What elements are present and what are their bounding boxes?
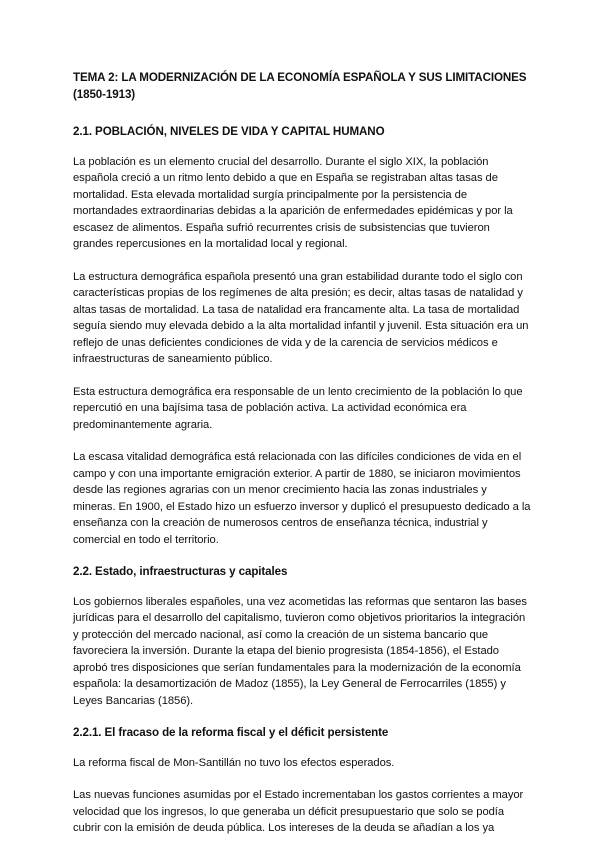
paragraph: La reforma fiscal de Mon-Santillán no tuvo los efectos esperados. [73,756,395,769]
document-body [73,70,531,853]
document-title: TEMA 2: LA MODERNIZACIÓN DE LA ECONOMÍA ESPAÑOLA Y SUS LIMITACIONES (1850-1913) [73,71,527,101]
paragraph: Las nuevas funciones asumidas por el Estado incrementaban los gastos corrientes a mayor velocidad que los ingresos, lo que generaba un déficit presupuestario que solo se podía cubrir con la emisión de deuda pública. Los intereses de la deuda se añadían a los ya [73,789,524,834]
section-heading-estado: 2.2. Estado, infraestructuras y capitales [73,565,288,578]
subsection-heading-reforma-fiscal: 2.2.1. El fracaso de la reforma fiscal y el déficit persistente [73,726,389,739]
paragraph: La estructura demográfica española presentó una gran estabilidad durante todo el siglo con características propias de los regímenes de alta presión; es decir, altas tasas de natalidad y altas tasas de mortalidad. La tasa de natalidad era francamente alta. La tasa de mortalidad seguía siendo muy elevada debido a la alta mortalidad infantil y juvenil. Esta situación era un reflejo de unas deficientes condiciones de vida y de la carencia de servicios médicos e infraestructuras de saneamiento público. [73,270,529,365]
section-heading-poblacion: 2.1. POBLACIÓN, NIVELES DE VIDA Y CAPITAL HUMANO [73,125,385,138]
paragraph: Los gobiernos liberales españoles, una vez acometidas las reformas que sentaron las bases jurídicas para el desarrollo del capitalismo, tuvieron como objetivos prioritarios la integración y protección del mercado nacional, así como la creación de un sistema bancario que favoreciera la inversión. Durante la etapa del bienio progresista (1854-1856), el Estado aprobó tres disposiciones que serían fundamentales para la modernización de la economía española: la desamortización de Madoz (1855), la Ley General de Ferrocarriles (1855) y Leyes Bancarias (1856). [73,595,527,707]
paragraph: La escasa vitalidad demográfica está relacionada con las difíciles condiciones de vida en el campo y con una importante emigración exterior. A partir de 1880, se iniciaron movimientos desde las regiones agrarias con un menor crecimiento hacia las zonas industriales y mineras. En 1900, el Estado hizo un esfuerzo inversor y duplicó el presupuesto dedicado a la enseñanza con la creación de numerosos centros de enseñanza técnica, industrial y comercial en todo el territorio. [73,451,531,546]
paragraph: La población es un elemento crucial del desarrollo. Durante el siglo XIX, la población española creció a un ritmo lento debido a que en España se registraban altas tasas de mortalidad. Esta elevada mortalidad surgía principalmente por la persistencia de mortandades extraordinarias debidas a la aparición de enfermedades epidémicas y por la escasez de alimentos. España sufrió recurrentes crisis de subsistencias que tuvieron grandes repercusiones en la mortalidad local y regional. [73,155,513,250]
paragraph: Esta estructura demográfica era responsable de un lento crecimiento de la población lo que repercutió en una bajísima tasa de población activa. La actividad económica era predominantemente agraria. [73,385,523,431]
